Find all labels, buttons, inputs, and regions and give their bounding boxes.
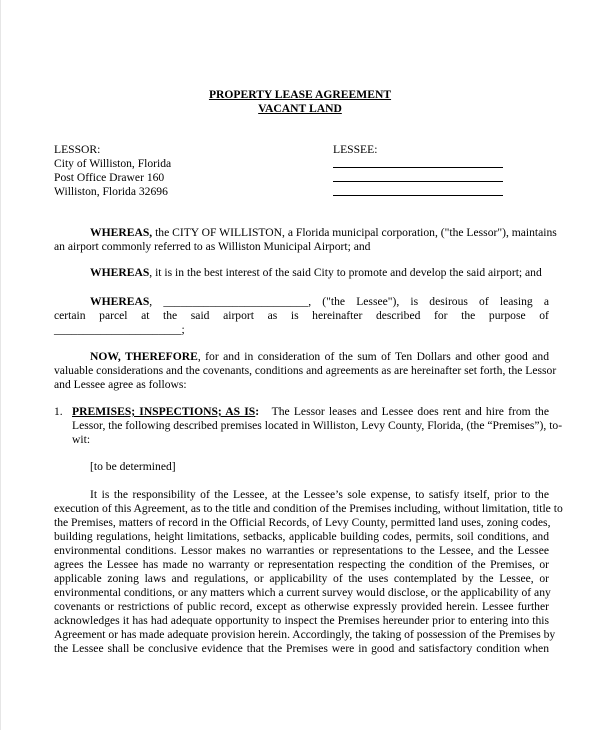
lessor-name: City of Williston, Florida — [54, 157, 172, 170]
responsibility-line-11: Agreement or has made adequate provision herein. Accordingly, the taking of possession of the Premises by — [54, 628, 556, 641]
section-1-line-1 — [72, 405, 549, 419]
whereas-3-word: purpose — [488, 309, 526, 322]
responsibility-line-10: acknowledges it has had adequate opportunity to inspect the Premises hereunder prior to entering into this — [54, 614, 549, 627]
document-subtitle: VACANT LAND — [258, 102, 342, 115]
whereas-3-lead: WHEREAS — [90, 295, 150, 308]
whereas-1-line-2: an airport commonly referred to as Williston Municipal Airport; and — [54, 240, 371, 253]
responsibility-line-1: It is the responsibility of the Lessee, at the Lessee’s sole expense, to satisfy itself, prior to the — [90, 488, 549, 501]
now-therefore-line-2: valuable considerations and the covenants, conditions and agreements as are hereinafter set forth, the Lessor — [54, 364, 557, 377]
document-title: PROPERTY LEASE AGREEMENT — [208, 88, 392, 101]
whereas-3-blank-2: ______________________ — [54, 323, 182, 336]
whereas-3-word: for — [434, 309, 448, 322]
lessor-label: LESSOR: — [54, 143, 101, 156]
responsibility-line-6: agrees the Lessee has made no warranty or representation respecting the condition of the Premises, or — [54, 558, 549, 571]
whereas-3-text: , ("the Lessee"), is desirous of leasing a — [308, 295, 549, 308]
now-therefore-line-1 — [90, 350, 549, 364]
whereas-1-line-1 — [90, 226, 557, 240]
section-1-colon: : — [255, 405, 260, 418]
responsibility-line-7: applicable zoning laws and regulations, or applicability of the uses contemplated by the Lessee, or — [54, 572, 549, 585]
whereas-3-word: hereinafter — [312, 309, 363, 322]
whereas-3-word: the — [163, 309, 178, 322]
whereas-2-lead: WHEREAS — [90, 266, 150, 279]
whereas-3-word: the — [461, 309, 476, 322]
now-therefore-text: , for and in consideration of the sum of Ten Dollars and other good and — [197, 350, 549, 363]
section-1-number: 1. — [54, 405, 63, 418]
lessee-label: LESSEE: — [333, 143, 378, 156]
responsibility-line-4: building regulations, height limitations, setbacks, applicable building codes, permits, soil conditions, and — [54, 530, 549, 543]
lessee-blank-line-3 — [333, 195, 503, 196]
whereas-3-word: is — [290, 309, 299, 322]
whereas-3-line-3 — [54, 323, 185, 337]
now-therefore-lead: NOW, THEREFORE — [90, 350, 198, 363]
whereas-1-text: the CITY OF WILLISTON, a Florida municipal corporation, ("the Lessor"), maintains — [152, 226, 557, 239]
responsibility-line-12: the Lessee shall be conclusive evidence that the Premises were in good and satisfactory condition when — [54, 642, 549, 655]
whereas-3-word: at — [141, 309, 150, 322]
whereas-1-lead: WHEREAS, — [90, 226, 153, 239]
lessor-address-2: Williston, Florida 32696 — [54, 185, 168, 198]
responsibility-line-8: environmental conditions, or any matters which a current survey would disclose, or the applicability of any — [54, 586, 551, 599]
whereas-3-word: described — [375, 309, 421, 322]
premises-placeholder: [to be determined] — [90, 460, 176, 473]
section-1-line-3: wit: — [72, 433, 91, 446]
section-1-heading: PREMISES; INSPECTIONS; AS IS — [72, 405, 256, 418]
responsibility-line-3: the Premises, matters of record in the Official Records, of Levy County, permitted land uses, zoning codes, — [54, 516, 551, 529]
responsibility-line-9: covenants or restrictions of public record, except as otherwise expressly provided herein. Lessee further — [54, 600, 549, 613]
whereas-3-word: said — [190, 309, 210, 322]
whereas-3-word: certain — [54, 309, 86, 322]
section-1-text: The Lessor leases and Lessee does rent and hire from the — [271, 405, 549, 418]
whereas-3-line-2 — [54, 309, 549, 323]
lessee-blank-line-1 — [333, 167, 503, 168]
lessor-address-1: Post Office Drawer 160 — [54, 171, 165, 184]
whereas-3-word: of — [539, 309, 549, 322]
whereas-2-text: , it is in the best interest of the said City to promote and develop the said airport; and — [149, 266, 542, 279]
whereas-2 — [90, 266, 542, 280]
section-1-line-2: Lessor, the following described premises located in Williston, Levy County, Florida, (the “Premises”), to- — [72, 419, 563, 432]
whereas-3-word: as — [267, 309, 278, 322]
whereas-3-line-1: WHEREAS, _________________________, ("the Lessee"), is desirous of leasing a — [90, 295, 549, 308]
whereas-3-word: parcel — [99, 309, 128, 322]
whereas-3-blank: _________________________ — [163, 295, 309, 308]
whereas-3-word: airport — [223, 309, 254, 322]
responsibility-line-5: environmental conditions. Lessor makes no warranties or representations to the Lessee, and the Lessee — [54, 544, 549, 557]
whereas-3-end: ; — [181, 323, 185, 336]
now-therefore-line-3: and Lessee agree as follows: — [54, 378, 187, 391]
lessee-blank-line-2 — [333, 181, 503, 182]
responsibility-line-2: execution of this Agreement, as to the title and condition of the Premises including, without limitation, title to — [54, 502, 563, 515]
